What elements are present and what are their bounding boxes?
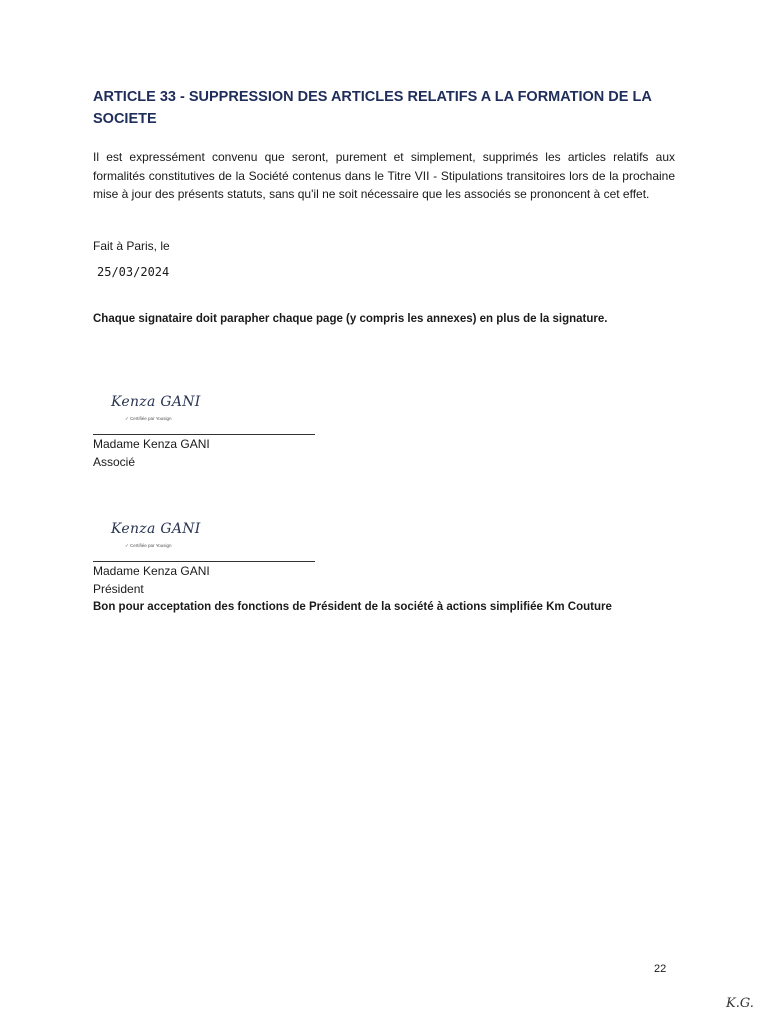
signature-block-president bbox=[93, 519, 693, 616]
signer-role: Associé bbox=[93, 455, 136, 469]
signature-verified-label: ✓ Certifiée par Yousign bbox=[125, 543, 172, 548]
page-number: 22 bbox=[654, 963, 667, 975]
signature-image bbox=[107, 519, 227, 557]
signature-script: Kenza GANI bbox=[111, 394, 201, 410]
signer-name: Madame Kenza GANI bbox=[93, 437, 210, 451]
page-initials: K.G. bbox=[726, 996, 754, 1011]
place-label: Fait à Paris, le bbox=[93, 239, 170, 253]
signature-image bbox=[107, 392, 227, 430]
signer-name: Madame Kenza GANI bbox=[93, 564, 210, 578]
initials-notice: Chaque signataire doit parapher chaque page (y compris les annexes) en plus de la signature. bbox=[93, 313, 608, 325]
signature-script: Kenza GANI bbox=[111, 521, 201, 537]
acceptance-statement: Bon pour acceptation des fonctions de Président de la société à actions simplifiée Km Couture bbox=[93, 601, 612, 613]
article-title: ARTICLE 33 - SUPPRESSION DES ARTICLES RELATIFS A LA FORMATION DE LA SOCIETE bbox=[93, 89, 652, 127]
signature-date: 25/03/2024 bbox=[97, 265, 170, 279]
article-body: Il est expressément convenu que seront, purement et simplement, supprimés les articles relatifs aux formalités constitutives de la Société contenus dans le Titre VII - Stipulations transitoires lors de la prochaine mise à jour des présents statuts, sans qu'il ne soit nécessaire que les associés se prononcent à cet effet. bbox=[93, 150, 675, 201]
signer-role: Président bbox=[93, 582, 144, 596]
signature-verified-label: ✓ Certifiée par Yousign bbox=[125, 416, 172, 421]
signature-block-associe bbox=[93, 392, 693, 471]
